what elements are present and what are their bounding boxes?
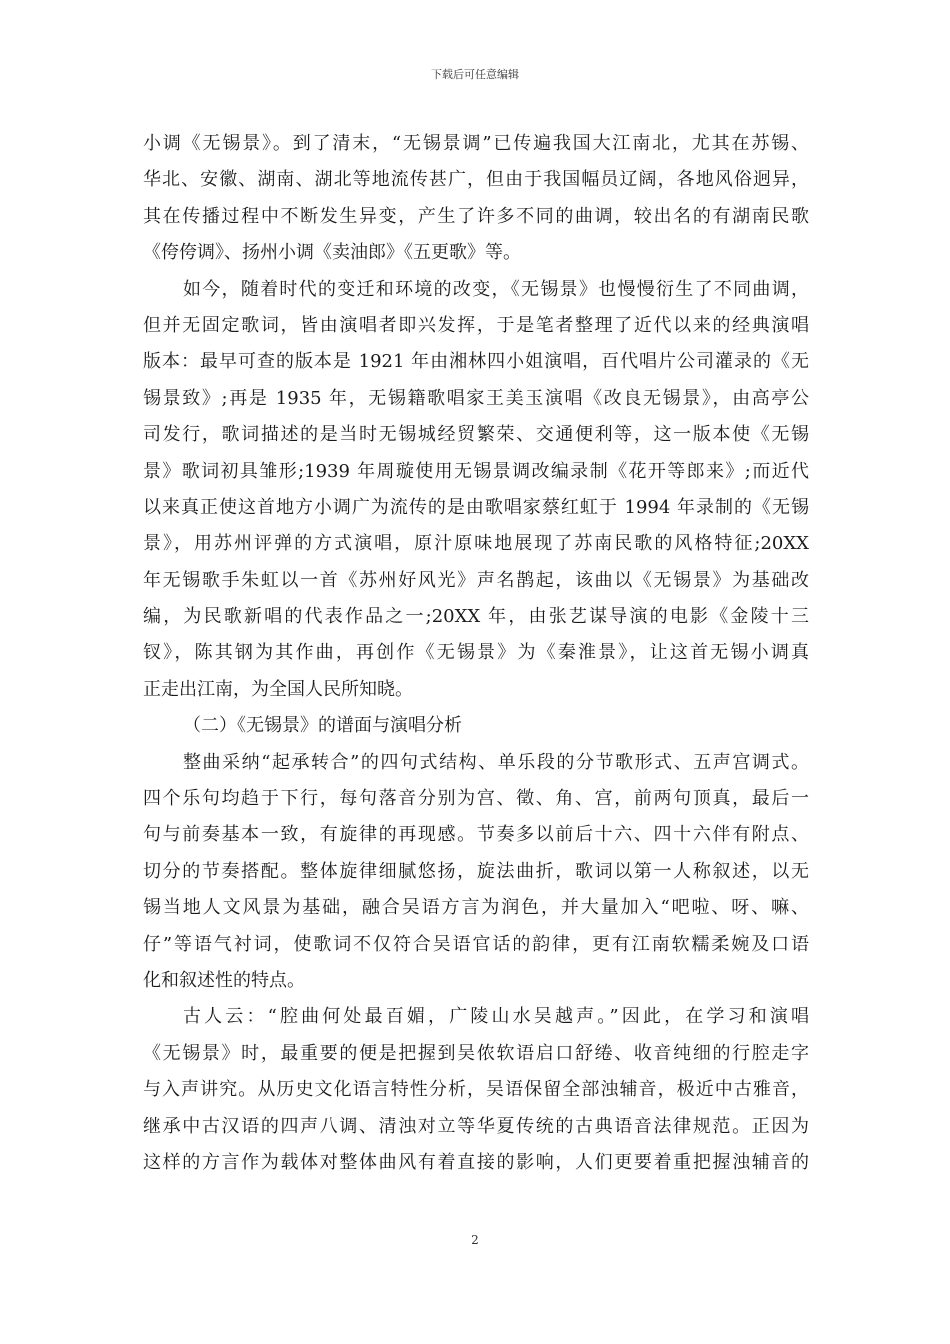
text-line: 景》歌词初具雏形;1939 年周璇使用无锡景调改编录制《花开等郎来》;而近代: [143, 460, 809, 482]
text-line: 继承中古汉语的四声八调、清浊对立等华夏传统的古典语音法律规范。正因为: [143, 1115, 809, 1137]
page-number: 2: [471, 1233, 479, 1247]
text-line: 《侉侉调》、扬州小调《卖油郎》《五更歌》等。: [143, 242, 521, 264]
text-line: 《无锡景》时，最重要的便是把握到吴侬软语启口舒绻、收音纯细的行腔走字: [143, 1042, 809, 1064]
text-line: 句与前奏基本一致，有旋律的再现感。节奏多以前后十六、四十六伴有附点、: [143, 824, 809, 846]
text-line: 锡景致》;再是 1935 年，无锡籍歌唱家王美玉演唱《改良无锡景》，由高亭公: [143, 387, 809, 409]
text-line: 这样的方言作为载体对整体曲风有着直接的影响，人们更要着重把握浊辅音的: [143, 1151, 809, 1173]
text-line: 如今，随着时代的变迁和环境的改变，《无锡景》也慢慢衍生了不同曲调，: [183, 278, 809, 300]
text-line: 正走出江南，为全国人民所知晓。: [143, 678, 413, 700]
text-line: 司发行，歌词描述的是当时无锡城经贸繁荣、交通便利等，这一版本使《无锡: [143, 424, 809, 446]
document-body: [143, 126, 809, 1181]
text-line: 华北、安徽、湖南、湖北等地流传甚广，但由于我国幅员辽阔，各地风俗迥异，: [143, 169, 809, 191]
text-line: 切分的节奏搭配。整体旋律细腻悠扬，旋法曲折，歌词以第一人称叙述，以无: [143, 860, 809, 882]
text-line: 其在传播过程中不断发生异变，产生了许多不同的曲调，较出名的有湖南民歌: [143, 205, 809, 227]
text-line: 四个乐句均趋于下行，每句落音分别为宫、徵、角、宫，前两句顶真，最后一: [143, 788, 809, 810]
text-line: 但并无固定歌词，皆由演唱者即兴发挥，于是笔者整理了近代以来的经典演唱: [143, 314, 809, 336]
page-header: 下载后可任意编辑: [431, 68, 519, 81]
text-line: 锡当地人文风景为基础，融合吴语方言为润色，并大量加入“吧啦、呀、嘛、: [143, 897, 809, 919]
text-line: 年无锡歌手朱虹以一首《苏州好风光》声名鹊起，该曲以《无锡景》为基础改: [143, 569, 809, 591]
text-line: 小调《无锡景》。到了清末，“无锡景调”已传遍我国大江南北，尤其在苏锡、: [143, 133, 809, 154]
text-line: 整曲采纳“起承转合”的四句式结构、单乐段的分节歌形式、五声宫调式。: [183, 751, 809, 773]
text-line: 化和叙述性的特点。: [143, 969, 305, 991]
text-line: 版本：最早可查的版本是 1921 年由湘林四小姐演唱，百代唱片公司灌录的《无: [143, 351, 809, 373]
text-line: 编，为民歌新唱的代表作品之一;20XX 年，由张艺谋导演的电影《金陵十三: [143, 606, 809, 628]
text-line: 古人云：“腔曲何处最百媚，广陵山水吴越声。”因此，在学习和演唱: [183, 1006, 809, 1028]
text-line: 钗》，陈其钢为其作曲，再创作《无锡景》为《秦淮景》，让这首无锡小调真: [143, 642, 809, 664]
text-line: 景》，用苏州评弹的方式演唱，原汁原味地展现了苏南民歌的风格特征;20XX: [143, 533, 809, 555]
text-line: 仔”等语气衬词，使歌词不仅符合吴语官话的韵律，更有江南软糯柔婉及口语: [143, 933, 809, 955]
text-line: （二）《无锡景》的谱面与演唱分析: [183, 715, 462, 737]
text-line: 与入声讲究。从历史文化语言特性分析，吴语保留全部浊辅音，极近中古雅音，: [143, 1079, 809, 1101]
text-line: 以来真正使这首地方小调广为流传的是由歌唱家蔡红虹于 1994 年录制的《无锡: [143, 496, 809, 518]
